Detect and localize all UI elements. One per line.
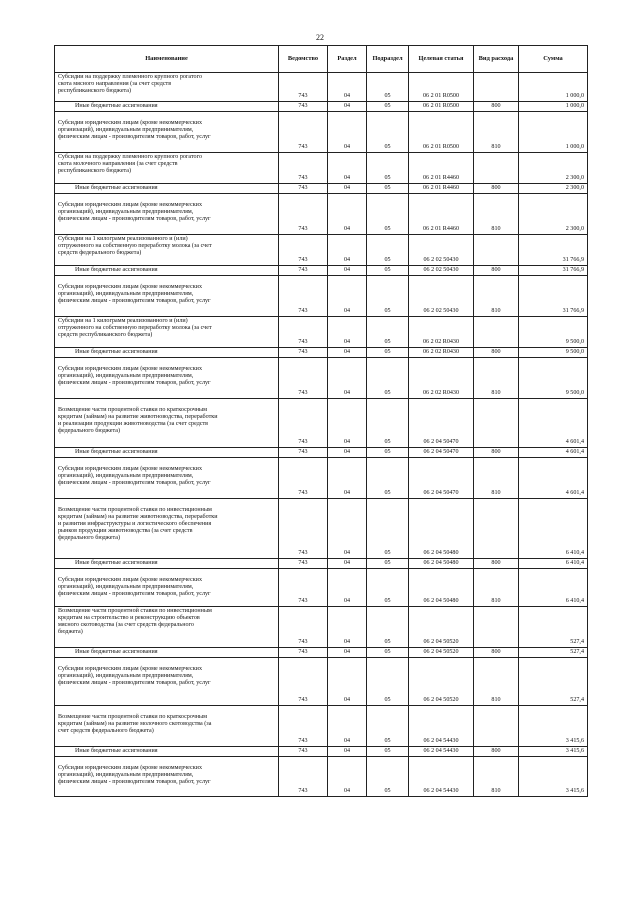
row-subsection: 05 xyxy=(367,358,409,399)
table-row xyxy=(55,358,588,399)
row-expense-type: 810 xyxy=(474,358,519,399)
row-department: 743 xyxy=(279,648,328,658)
row-section: 04 xyxy=(328,73,367,102)
row-amount: 2 300,0 xyxy=(519,153,588,184)
row-target-article: 06 2 01 R4460 xyxy=(409,153,474,184)
row-amount: 4 601,4 xyxy=(519,399,588,448)
row-name: Иные бюджетные ассигнования xyxy=(55,102,279,112)
row-section: 04 xyxy=(328,266,367,276)
header-subsection: Подраздел xyxy=(367,46,409,73)
row-amount: 6 410,4 xyxy=(519,559,588,569)
row-subsection: 05 xyxy=(367,348,409,358)
header-target-article: Целевая статья xyxy=(409,46,474,73)
table-row xyxy=(55,153,588,184)
row-section: 04 xyxy=(328,112,367,153)
row-target-article: 06 2 02 R0430 xyxy=(409,317,474,348)
row-amount: 527,4 xyxy=(519,648,588,658)
table-row xyxy=(55,276,588,317)
row-department: 743 xyxy=(279,102,328,112)
row-target-article: 06 2 02 R0430 xyxy=(409,348,474,358)
row-expense-type xyxy=(474,706,519,747)
row-subsection: 05 xyxy=(367,399,409,448)
table-row xyxy=(55,194,588,235)
row-expense-type: 800 xyxy=(474,648,519,658)
row-target-article: 06 2 04 50470 xyxy=(409,448,474,458)
row-name: Иные бюджетные ассигнования xyxy=(55,448,279,458)
row-expense-type xyxy=(474,499,519,559)
row-amount: 31 766,9 xyxy=(519,276,588,317)
row-section: 04 xyxy=(328,348,367,358)
row-target-article: 06 2 02 50430 xyxy=(409,266,474,276)
row-amount: 31 766,9 xyxy=(519,266,588,276)
row-department: 743 xyxy=(279,358,328,399)
row-department: 743 xyxy=(279,499,328,559)
row-target-article: 06 2 04 50520 xyxy=(409,607,474,648)
row-department: 743 xyxy=(279,348,328,358)
row-amount: 527,4 xyxy=(519,607,588,648)
row-target-article: 06 2 04 54430 xyxy=(409,747,474,757)
row-department: 743 xyxy=(279,569,328,607)
row-subsection: 05 xyxy=(367,499,409,559)
row-name: Субсидии юридическим лицам (кроме некоммерческих организаций), индивидуальным предпринимателям, физическим лицам - производителям товаров, работ, услуг xyxy=(55,458,279,499)
row-subsection: 05 xyxy=(367,658,409,706)
row-amount: 4 601,4 xyxy=(519,458,588,499)
table-row xyxy=(55,648,588,658)
row-target-article: 06 2 01 R0500 xyxy=(409,73,474,102)
row-target-article: 06 2 04 50470 xyxy=(409,458,474,499)
row-subsection: 05 xyxy=(367,102,409,112)
row-subsection: 05 xyxy=(367,569,409,607)
row-department: 743 xyxy=(279,747,328,757)
row-amount: 6 410,4 xyxy=(519,569,588,607)
row-department: 743 xyxy=(279,112,328,153)
table-row xyxy=(55,448,588,458)
row-target-article: 06 2 04 50470 xyxy=(409,399,474,448)
budget-table xyxy=(54,45,588,797)
table-row xyxy=(55,184,588,194)
row-department: 743 xyxy=(279,184,328,194)
header-amount: Сумма xyxy=(519,46,588,73)
row-section: 04 xyxy=(328,607,367,648)
row-subsection: 05 xyxy=(367,266,409,276)
row-subsection: 05 xyxy=(367,235,409,266)
row-section: 04 xyxy=(328,399,367,448)
row-name: Иные бюджетные ассигнования xyxy=(55,348,279,358)
table-row xyxy=(55,266,588,276)
row-name: Иные бюджетные ассигнования xyxy=(55,747,279,757)
row-subsection: 05 xyxy=(367,747,409,757)
row-expense-type xyxy=(474,235,519,266)
row-subsection: 05 xyxy=(367,757,409,797)
row-section: 04 xyxy=(328,757,367,797)
row-subsection: 05 xyxy=(367,112,409,153)
row-section: 04 xyxy=(328,102,367,112)
row-target-article: 06 2 02 R0430 xyxy=(409,358,474,399)
row-department: 743 xyxy=(279,399,328,448)
row-section: 04 xyxy=(328,648,367,658)
row-target-article: 06 2 02 50430 xyxy=(409,235,474,266)
row-section: 04 xyxy=(328,448,367,458)
row-amount: 9 500,0 xyxy=(519,348,588,358)
row-expense-type: 810 xyxy=(474,569,519,607)
row-name: Субсидии на поддержку племенного крупного рогатого скота мясного направления (за счет средств республиканского бюджета) xyxy=(55,73,279,102)
row-name: Субсидии юридическим лицам (кроме некоммерческих организаций), индивидуальным предпринимателям, физическим лицам - производителям товаров, работ, услуг xyxy=(55,276,279,317)
row-expense-type: 800 xyxy=(474,348,519,358)
row-expense-type: 800 xyxy=(474,747,519,757)
row-amount: 9 500,0 xyxy=(519,358,588,399)
row-department: 743 xyxy=(279,317,328,348)
row-name: Иные бюджетные ассигнования xyxy=(55,184,279,194)
row-name: Возмещение части процентной ставки по краткосрочным кредитам (займам) на развитие молочного скотоводства (за счет средств федерального бюджета) xyxy=(55,706,279,747)
row-subsection: 05 xyxy=(367,458,409,499)
table-row xyxy=(55,458,588,499)
row-subsection: 05 xyxy=(367,448,409,458)
row-subsection: 05 xyxy=(367,559,409,569)
row-expense-type: 800 xyxy=(474,448,519,458)
table-row xyxy=(55,235,588,266)
row-name: Субсидии юридическим лицам (кроме некоммерческих организаций), индивидуальным предпринимателям, физическим лицам - производителям товаров, работ, услуг xyxy=(55,358,279,399)
table-row xyxy=(55,102,588,112)
row-name: Субсидии юридическим лицам (кроме некоммерческих организаций), индивидуальным предпринимателям, физическим лицам - производителям товаров, работ, услуг xyxy=(55,658,279,706)
row-section: 04 xyxy=(328,559,367,569)
row-expense-type xyxy=(474,607,519,648)
table-row xyxy=(55,607,588,648)
row-expense-type: 810 xyxy=(474,194,519,235)
row-amount: 527,4 xyxy=(519,658,588,706)
row-name: Субсидии юридическим лицам (кроме некоммерческих организаций), индивидуальным предпринимателям, физическим лицам - производителям товаров, работ, услуг xyxy=(55,112,279,153)
row-section: 04 xyxy=(328,194,367,235)
row-department: 743 xyxy=(279,757,328,797)
row-expense-type: 800 xyxy=(474,184,519,194)
row-department: 743 xyxy=(279,559,328,569)
row-name: Субсидии на поддержку племенного крупного рогатого скота молочного направления (за счет средств республиканского бюджета) xyxy=(55,153,279,184)
row-amount: 1 000,0 xyxy=(519,112,588,153)
row-amount: 3 415,6 xyxy=(519,747,588,757)
row-amount: 1 000,0 xyxy=(519,102,588,112)
row-target-article: 06 2 04 50480 xyxy=(409,499,474,559)
row-section: 04 xyxy=(328,235,367,266)
table-row xyxy=(55,706,588,747)
row-name: Субсидии юридическим лицам (кроме некоммерческих организаций), индивидуальным предпринимателям, физическим лицам - производителям товаров, работ, услуг xyxy=(55,757,279,797)
table-row xyxy=(55,757,588,797)
row-expense-type xyxy=(474,73,519,102)
row-section: 04 xyxy=(328,658,367,706)
row-subsection: 05 xyxy=(367,276,409,317)
row-subsection: 05 xyxy=(367,153,409,184)
row-name: Иные бюджетные ассигнования xyxy=(55,559,279,569)
row-department: 743 xyxy=(279,706,328,747)
row-target-article: 06 2 01 R4460 xyxy=(409,184,474,194)
row-name: Субсидии юридическим лицам (кроме некоммерческих организаций), индивидуальным предпринимателям, физическим лицам - производителям товаров, работ, услуг xyxy=(55,569,279,607)
row-department: 743 xyxy=(279,658,328,706)
row-department: 743 xyxy=(279,266,328,276)
header-department: Ведомство xyxy=(279,46,328,73)
row-amount: 6 410,4 xyxy=(519,499,588,559)
row-target-article: 06 2 01 R0500 xyxy=(409,102,474,112)
row-department: 743 xyxy=(279,448,328,458)
row-section: 04 xyxy=(328,458,367,499)
row-expense-type: 810 xyxy=(474,276,519,317)
row-section: 04 xyxy=(328,706,367,747)
table-row xyxy=(55,569,588,607)
row-section: 04 xyxy=(328,747,367,757)
row-target-article: 06 2 04 54430 xyxy=(409,757,474,797)
row-subsection: 05 xyxy=(367,317,409,348)
row-target-article: 06 2 04 50480 xyxy=(409,569,474,607)
row-section: 04 xyxy=(328,358,367,399)
row-amount: 3 415,6 xyxy=(519,757,588,797)
row-subsection: 05 xyxy=(367,648,409,658)
row-expense-type: 810 xyxy=(474,658,519,706)
row-target-article: 06 2 01 R0500 xyxy=(409,112,474,153)
row-expense-type xyxy=(474,153,519,184)
row-amount: 31 766,9 xyxy=(519,235,588,266)
row-target-article: 06 2 02 50430 xyxy=(409,276,474,317)
table-row xyxy=(55,559,588,569)
row-department: 743 xyxy=(279,73,328,102)
row-name: Возмещение части процентной ставки по краткосрочным кредитам (займам) на развитие животноводства, переработки и реализации продукции животноводства (за счет средств федерального бюджета) xyxy=(55,399,279,448)
row-expense-type xyxy=(474,317,519,348)
row-target-article: 06 2 04 50480 xyxy=(409,559,474,569)
row-department: 743 xyxy=(279,607,328,648)
row-name: Возмещение части процентной ставки по инвестиционным кредитам (займам) на развитие животноводства, переработки и развития инфраструктуры и логистического обеспечения рынков продукции животноводства (за счет средств федерального бюджета) xyxy=(55,499,279,559)
header-expense-type: Вид расхода xyxy=(474,46,519,73)
row-expense-type: 810 xyxy=(474,757,519,797)
row-department: 743 xyxy=(279,235,328,266)
row-target-article: 06 2 04 50520 xyxy=(409,658,474,706)
page-number: 22 xyxy=(316,33,324,42)
row-name: Субсидии юридическим лицам (кроме некоммерческих организаций), индивидуальным предпринимателям, физическим лицам - производителям товаров, работ, услуг xyxy=(55,194,279,235)
row-expense-type: 800 xyxy=(474,102,519,112)
table-row xyxy=(55,658,588,706)
row-section: 04 xyxy=(328,569,367,607)
row-target-article: 06 2 01 R4460 xyxy=(409,194,474,235)
row-subsection: 05 xyxy=(367,184,409,194)
row-amount: 2 300,0 xyxy=(519,194,588,235)
row-subsection: 05 xyxy=(367,706,409,747)
table-row xyxy=(55,112,588,153)
table-row xyxy=(55,317,588,348)
header-name: Наименование xyxy=(55,46,279,73)
row-amount: 3 415,6 xyxy=(519,706,588,747)
table-row xyxy=(55,348,588,358)
row-amount: 1 000,0 xyxy=(519,73,588,102)
row-section: 04 xyxy=(328,184,367,194)
row-amount: 4 601,4 xyxy=(519,448,588,458)
table-row xyxy=(55,73,588,102)
row-expense-type: 810 xyxy=(474,112,519,153)
row-name: Субсидии на 1 килограмм реализованного и (или) отгруженного на собственную переработку молока (за счет средств федерального бюджета) xyxy=(55,235,279,266)
row-section: 04 xyxy=(328,153,367,184)
row-target-article: 06 2 04 50520 xyxy=(409,648,474,658)
row-target-article: 06 2 04 54430 xyxy=(409,706,474,747)
row-amount: 9 500,0 xyxy=(519,317,588,348)
row-expense-type xyxy=(474,399,519,448)
row-expense-type: 800 xyxy=(474,266,519,276)
header-row xyxy=(55,46,588,73)
row-name: Иные бюджетные ассигнования xyxy=(55,266,279,276)
row-department: 743 xyxy=(279,153,328,184)
row-department: 743 xyxy=(279,276,328,317)
table-row xyxy=(55,747,588,757)
row-section: 04 xyxy=(328,499,367,559)
header-section: Раздел xyxy=(328,46,367,73)
row-amount: 2 300,0 xyxy=(519,184,588,194)
row-name: Субсидии на 1 килограмм реализованного и (или) отгруженного на собственную переработку молока (за счет средств республиканского бюджета) xyxy=(55,317,279,348)
row-subsection: 05 xyxy=(367,607,409,648)
table-row xyxy=(55,399,588,448)
row-name: Возмещение части процентной ставки по инвестиционным кредитам на строительство и реконструкцию объектов мясного скотоводства (за счет средств федерального бюджета) xyxy=(55,607,279,648)
table-row xyxy=(55,499,588,559)
row-expense-type: 800 xyxy=(474,559,519,569)
row-department: 743 xyxy=(279,458,328,499)
row-section: 04 xyxy=(328,276,367,317)
row-name: Иные бюджетные ассигнования xyxy=(55,648,279,658)
row-expense-type: 810 xyxy=(474,458,519,499)
row-section: 04 xyxy=(328,317,367,348)
row-department: 743 xyxy=(279,194,328,235)
row-subsection: 05 xyxy=(367,194,409,235)
row-subsection: 05 xyxy=(367,73,409,102)
